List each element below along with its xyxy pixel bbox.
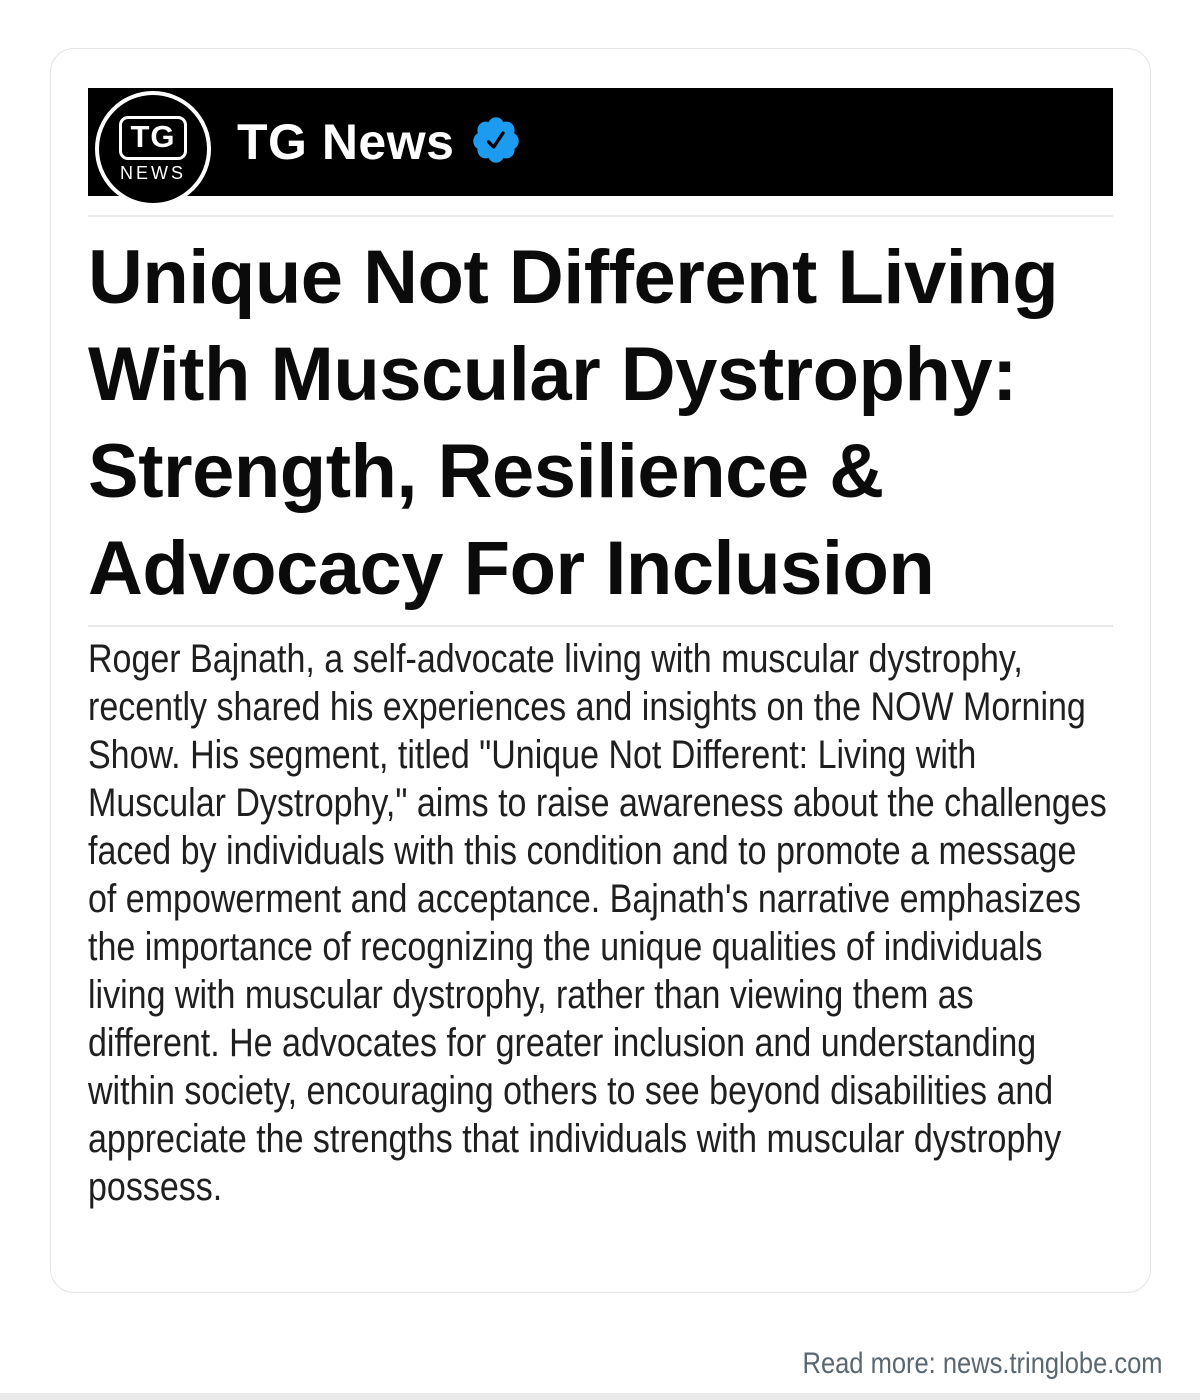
body-line: Muscular Dystrophy," aims to raise awareness about the challenges	[88, 781, 1107, 825]
body-line: within society, encouraging others to see beyond disabilities and	[88, 1069, 1054, 1113]
logo-wordmark: NEWS	[120, 163, 186, 183]
article-card	[50, 48, 1151, 1293]
article-headline: Unique Not Different Living With Muscular Dystrophy: Strength, Resilience & Advocacy For Inclusion	[88, 235, 1059, 611]
body-line: Show. His segment, titled "Unique Not Different: Living with	[88, 733, 977, 777]
read-more-link[interactable]: Read more: news.tringlobe.com	[802, 1347, 1163, 1380]
tg-news-logo	[95, 91, 211, 207]
logo-monogram: TG	[119, 116, 186, 160]
body-line: living with muscular dystrophy, rather than viewing them as	[88, 973, 974, 1017]
body-line: of empowerment and acceptance. Bajnath's narrative emphasizes	[88, 877, 1082, 921]
body-line: appreciate the strengths that individuals with muscular dystrophy	[88, 1117, 1062, 1161]
body-line: recently shared his experiences and insights on the NOW Morning	[88, 685, 1086, 729]
article-body	[88, 635, 1113, 1211]
body-line: faced by individuals with this condition and to promote a message	[88, 829, 1077, 873]
brand-name: TG News	[237, 114, 455, 170]
body-line: different. He advocates for greater inclusion and understanding	[88, 1021, 1037, 1065]
brand-header	[88, 88, 1113, 196]
body-line: the importance of recognizing the unique qualities of individuals	[88, 925, 1043, 969]
verified-badge-icon	[470, 114, 522, 166]
body-line: possess.	[88, 1165, 223, 1209]
next-card-top-edge	[0, 1393, 1200, 1400]
header-divider	[88, 215, 1113, 217]
body-line: Roger Bajnath, a self-advocate living with muscular dystrophy,	[88, 637, 1023, 681]
headline-divider	[88, 625, 1113, 627]
